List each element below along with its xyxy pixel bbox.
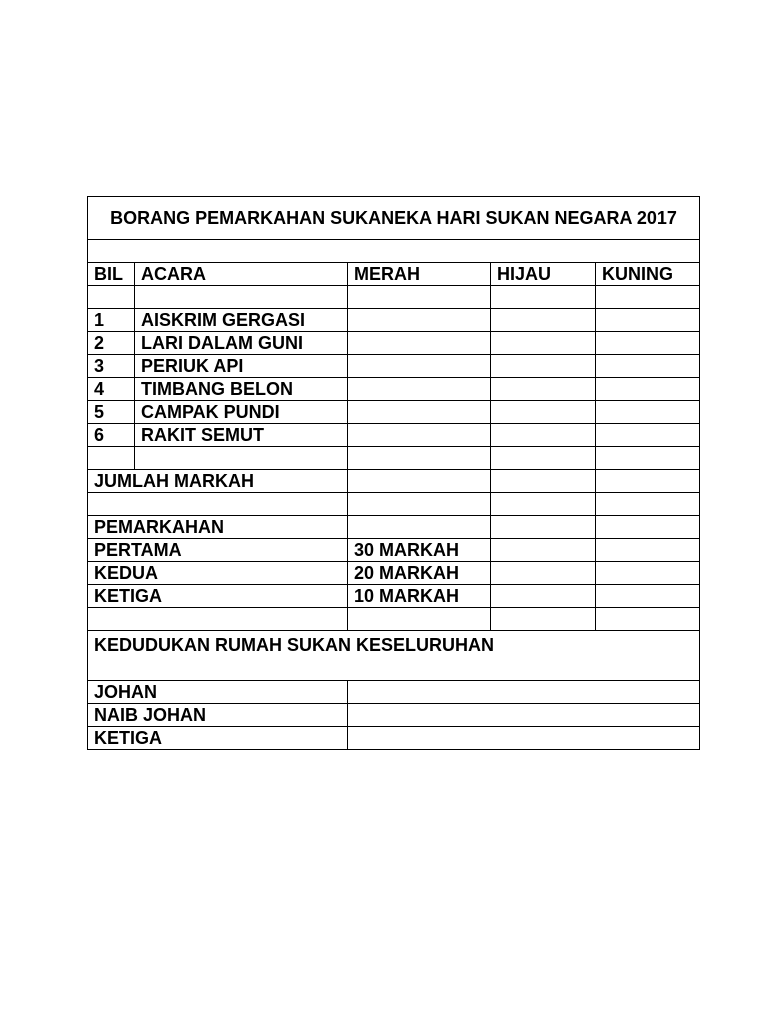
score-hijau-cell	[491, 378, 596, 401]
ranking-place: KETIGA	[88, 727, 348, 750]
event-number: 1	[88, 309, 135, 332]
event-name: CAMPAK PUNDI	[135, 401, 348, 424]
scoring-points: 30 MARKAH	[348, 539, 491, 562]
ranking-header-row	[88, 631, 700, 681]
scoring-place: PERTAMA	[88, 539, 348, 562]
ranking-house-cell	[348, 704, 700, 727]
score-merah-cell	[348, 332, 491, 355]
score-merah-cell	[348, 401, 491, 424]
scoring-points: 20 MARKAH	[348, 562, 491, 585]
blank-cell	[88, 447, 135, 470]
scoring-row	[88, 585, 700, 608]
score-kuning-cell	[596, 424, 700, 447]
blank-cell	[491, 447, 596, 470]
event-name: TIMBANG BELON	[135, 378, 348, 401]
scoring-header-row	[88, 516, 700, 539]
blank-cell	[596, 539, 700, 562]
blank-cell	[88, 286, 135, 309]
event-row	[88, 355, 700, 378]
score-hijau-cell	[491, 355, 596, 378]
event-name: RAKIT SEMUT	[135, 424, 348, 447]
blank-row	[88, 447, 700, 470]
total-hijau-cell	[491, 470, 596, 493]
header-acara: ACARA	[135, 263, 348, 286]
score-kuning-cell	[596, 355, 700, 378]
blank-cell	[596, 516, 700, 539]
blank-cell	[491, 539, 596, 562]
blank-row	[88, 240, 700, 263]
event-number: 5	[88, 401, 135, 424]
ranking-row	[88, 704, 700, 727]
form-title: BORANG PEMARKAHAN SUKANEKA HARI SUKAN NEGARA 2017	[88, 197, 700, 240]
score-merah-cell	[348, 355, 491, 378]
blank-cell	[88, 493, 348, 516]
event-row	[88, 401, 700, 424]
scoring-place: KETIGA	[88, 585, 348, 608]
header-row	[88, 263, 700, 286]
header-bil: BIL	[88, 263, 135, 286]
scoring-points: 10 MARKAH	[348, 585, 491, 608]
blank-cell	[596, 562, 700, 585]
event-number: 6	[88, 424, 135, 447]
score-kuning-cell	[596, 309, 700, 332]
total-kuning-cell	[596, 470, 700, 493]
event-name: PERIUK API	[135, 355, 348, 378]
blank-cell	[491, 516, 596, 539]
blank-cell	[348, 516, 491, 539]
scoring-place: KEDUA	[88, 562, 348, 585]
scoring-form-table	[87, 196, 700, 750]
event-number: 2	[88, 332, 135, 355]
event-row	[88, 424, 700, 447]
blank-cell	[491, 585, 596, 608]
blank-cell	[596, 493, 700, 516]
blank-cell	[491, 562, 596, 585]
event-number: 3	[88, 355, 135, 378]
ranking-row	[88, 727, 700, 750]
blank-cell	[88, 240, 700, 263]
total-merah-cell	[348, 470, 491, 493]
title-row	[88, 197, 700, 240]
blank-row	[88, 286, 700, 309]
score-hijau-cell	[491, 401, 596, 424]
score-hijau-cell	[491, 309, 596, 332]
score-merah-cell	[348, 424, 491, 447]
ranking-row	[88, 681, 700, 704]
blank-row	[88, 608, 700, 631]
blank-cell	[596, 286, 700, 309]
total-row	[88, 470, 700, 493]
score-kuning-cell	[596, 378, 700, 401]
blank-cell	[348, 447, 491, 470]
score-kuning-cell	[596, 401, 700, 424]
score-merah-cell	[348, 378, 491, 401]
score-merah-cell	[348, 309, 491, 332]
blank-cell	[491, 493, 596, 516]
scoring-row	[88, 562, 700, 585]
ranking-place: NAIB JOHAN	[88, 704, 348, 727]
ranking-house-cell	[348, 681, 700, 704]
header-hijau: HIJAU	[491, 263, 596, 286]
blank-cell	[596, 585, 700, 608]
event-name: AISKRIM GERGASI	[135, 309, 348, 332]
blank-cell	[135, 447, 348, 470]
event-row	[88, 378, 700, 401]
scoring-row	[88, 539, 700, 562]
ranking-label: KEDUDUKAN RUMAH SUKAN KESELURUHAN	[88, 631, 700, 681]
blank-cell	[348, 608, 491, 631]
event-name: LARI DALAM GUNI	[135, 332, 348, 355]
blank-cell	[88, 608, 348, 631]
blank-cell	[348, 493, 491, 516]
event-row	[88, 309, 700, 332]
blank-cell	[348, 286, 491, 309]
blank-cell	[491, 608, 596, 631]
ranking-place: JOHAN	[88, 681, 348, 704]
score-hijau-cell	[491, 424, 596, 447]
scoring-label: PEMARKAHAN	[88, 516, 348, 539]
ranking-house-cell	[348, 727, 700, 750]
score-kuning-cell	[596, 332, 700, 355]
blank-cell	[596, 608, 700, 631]
total-label: JUMLAH MARKAH	[88, 470, 348, 493]
event-row	[88, 332, 700, 355]
blank-row	[88, 493, 700, 516]
blank-cell	[135, 286, 348, 309]
score-hijau-cell	[491, 332, 596, 355]
blank-cell	[491, 286, 596, 309]
header-merah: MERAH	[348, 263, 491, 286]
blank-cell	[596, 447, 700, 470]
header-kuning: KUNING	[596, 263, 700, 286]
event-number: 4	[88, 378, 135, 401]
